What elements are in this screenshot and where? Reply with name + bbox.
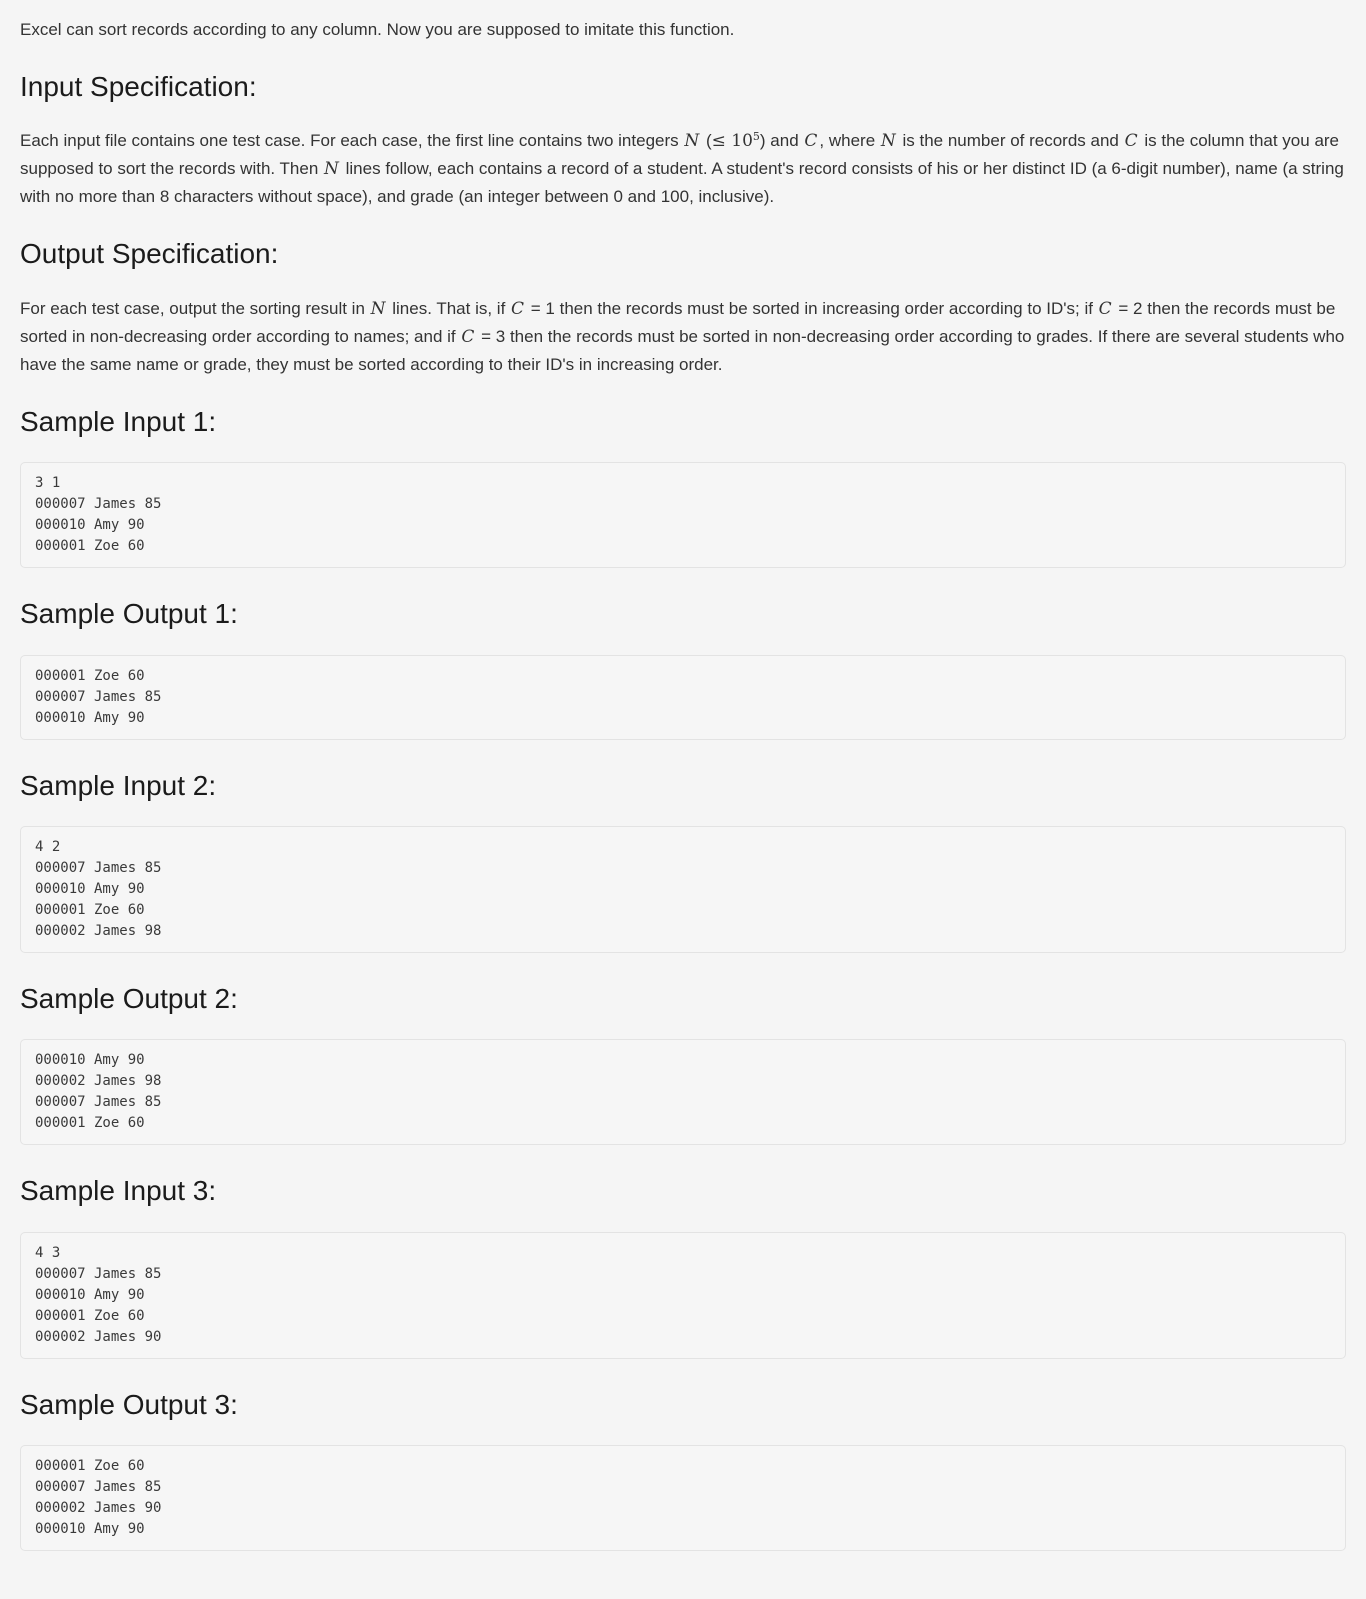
code-block: [20, 462, 1346, 568]
section-heading: Sample Input 3:: [20, 1175, 217, 1207]
code-line: 000007 James 85: [35, 859, 162, 876]
text-run: is the column that you are supposed to sort the records with. Then: [20, 131, 1340, 179]
code-line: 000001 Zoe 60: [35, 1458, 145, 1475]
text-run: = 3 then the records must be sorted in non-decreasing order according to grades. If there are several students who have the same name or grade, they must be sorted according to their ID's in increasing order.: [20, 326, 1345, 374]
code-line: 000010 Amy 90: [35, 517, 145, 534]
code-line: 000001 Zoe 60: [35, 1307, 145, 1324]
text-run: Excel can sort records according to any column. Now you are supposed to imitate this function.: [20, 20, 735, 39]
code-line: 000007 James 85: [35, 1094, 162, 1111]
intro-paragraph: [20, 16, 1346, 43]
code-line: 000002 James 90: [35, 1328, 162, 1345]
code-line: 000001 Zoe 60: [35, 901, 145, 918]
code-block: [20, 1039, 1346, 1145]
section-heading: Input Specification:: [20, 71, 257, 102]
text-run: is the number of records and: [897, 131, 1124, 151]
text-run: (: [701, 131, 712, 151]
section-heading: Sample Output 2:: [20, 982, 238, 1014]
math-superscript: 5: [752, 130, 760, 144]
spec-paragraph: [20, 295, 1346, 378]
math-variable: C: [1124, 131, 1138, 152]
code-block: [20, 1445, 1346, 1551]
code-line: 000007 James 85: [35, 1265, 162, 1282]
text-run: , where: [819, 131, 880, 151]
code-line: 000001 Zoe 60: [35, 667, 145, 684]
text-run: For each test case, output the sorting result in: [20, 298, 370, 318]
math-variable: C: [461, 326, 475, 347]
code-block: [20, 826, 1346, 953]
text-run: lines follow, each contains a record of a student. A student's record consists of his or her distinct ID (a 6-digit number), name (a string with no more than 8 characters without space), and grade (an integer between 0 and 100, inclusive).: [20, 159, 1344, 207]
code-line: 000001 Zoe 60: [35, 538, 145, 555]
math-variable: C: [1098, 298, 1112, 319]
code-line: 000007 James 85: [35, 688, 162, 705]
code-line: 4 2: [35, 838, 61, 855]
code-line: 000010 Amy 90: [35, 1052, 145, 1069]
code-line: 4 3: [35, 1244, 61, 1261]
spec-paragraph: [20, 127, 1346, 210]
math-variable: N: [880, 131, 896, 152]
text-run: lines. That is, if: [387, 298, 511, 318]
math-variable: C: [511, 298, 525, 319]
code-line: 000001 Zoe 60: [35, 1115, 145, 1132]
math-variable: N: [370, 298, 386, 319]
code-line: 000010 Amy 90: [35, 709, 145, 726]
section-heading: Sample Output 1:: [20, 598, 238, 630]
text-run: = 1 then the records must be sorted in increasing order according to ID's; if: [526, 298, 1098, 318]
code-line: 3 1: [35, 475, 61, 492]
code-line: 000002 James 98: [35, 922, 162, 939]
code-block: [20, 1232, 1346, 1359]
math-variable: N: [324, 159, 339, 180]
text-run: = 2 then the records must be sorted in non-decreasing order according to names; and if: [20, 298, 1336, 346]
math-number: ≤ 10: [711, 131, 753, 152]
code-line: 000002 James 90: [35, 1500, 162, 1517]
code-line: 000010 Amy 90: [35, 1521, 145, 1538]
section-heading: Output Specification:: [20, 238, 279, 270]
code-line: 000010 Amy 90: [35, 880, 145, 897]
code-block: [20, 655, 1346, 740]
math-variable: C: [804, 131, 818, 152]
code-line: 000002 James 98: [35, 1073, 162, 1090]
section-heading: Sample Output 3:: [20, 1388, 238, 1420]
code-line: 000007 James 85: [35, 496, 162, 513]
code-line: 000007 James 85: [35, 1479, 162, 1496]
text-run: Each input file contains one test case. For each case, the first line contains two integers: [20, 131, 684, 151]
section-heading: Sample Input 2:: [20, 769, 217, 801]
math-variable: N: [684, 131, 700, 152]
text-run: ) and: [759, 131, 804, 151]
section-heading: Sample Input 1:: [20, 405, 217, 437]
code-line: 000010 Amy 90: [35, 1286, 145, 1303]
